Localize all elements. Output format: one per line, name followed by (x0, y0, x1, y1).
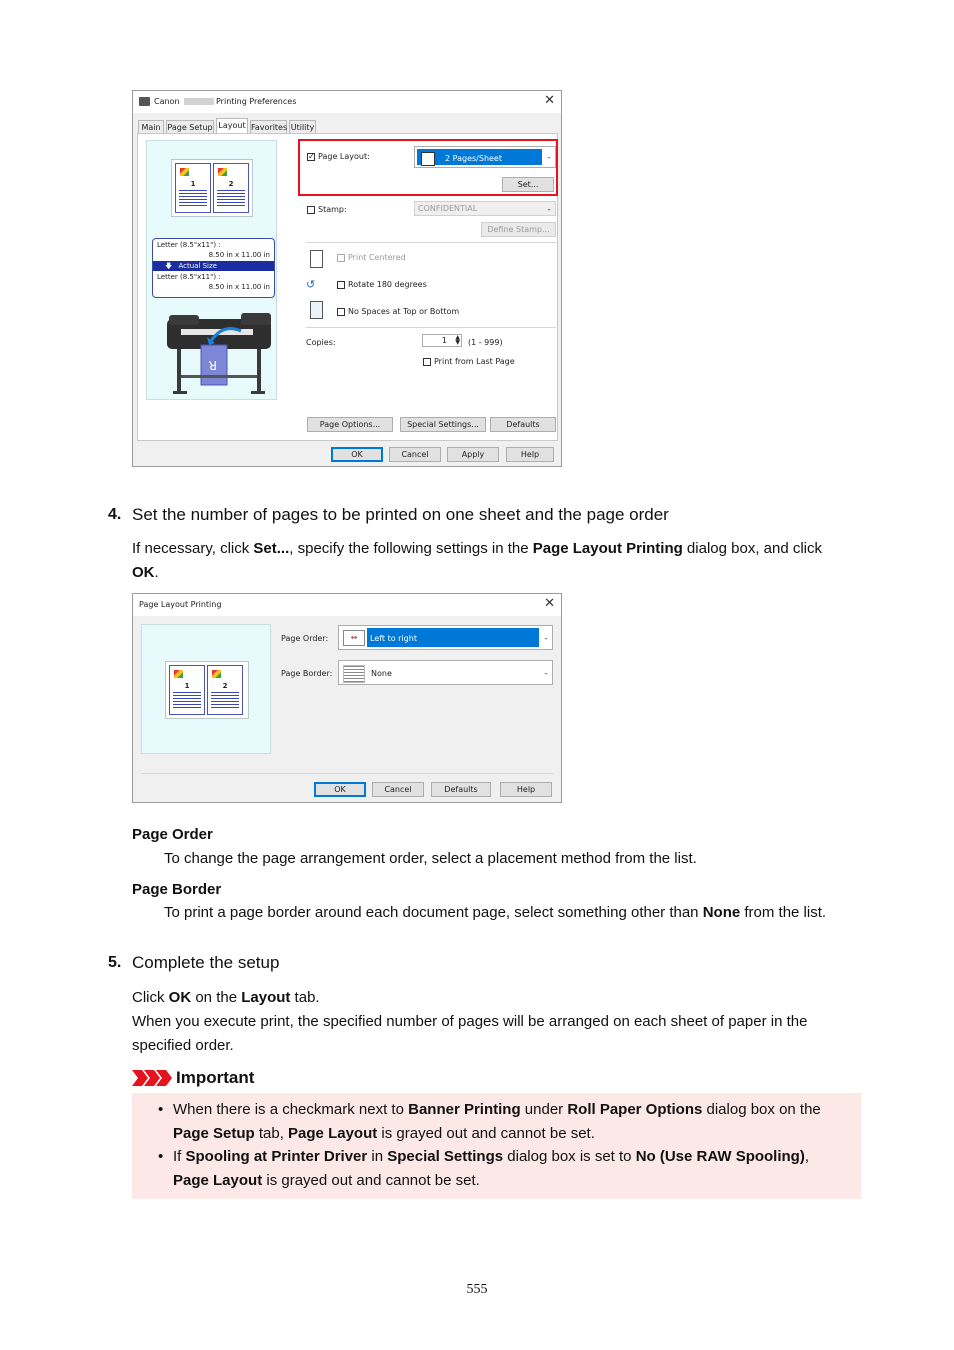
page-order-description: To change the page arrangement order, select a placement method from the list. (164, 850, 697, 867)
no-spaces-icon (310, 301, 323, 319)
rotate-180-checkbox[interactable] (337, 281, 345, 289)
preview-page-number: 1 (184, 682, 190, 690)
preview-picture-icon (180, 168, 189, 176)
text-run: When there is a checkmark next to (173, 1101, 409, 1118)
bold-run: Spooling at Printer Driver (185, 1148, 368, 1165)
preview-page-1 (169, 665, 205, 715)
tab-page-setup[interactable]: Page Setup (166, 120, 214, 133)
tab-favorites[interactable]: Favorites (250, 120, 287, 133)
copies-value: 1 (441, 336, 447, 345)
actual-size-bar (153, 261, 274, 271)
tab-main[interactable]: Main (138, 120, 164, 133)
separator (306, 327, 556, 328)
page-layout-label: Page Layout: (318, 152, 370, 161)
text-run: specified order. (132, 1037, 234, 1054)
text-run: is grayed out and cannot be set. (262, 1172, 480, 1189)
chevron-down-icon: ⌄ (543, 633, 549, 642)
ok-button[interactable]: OK (331, 447, 383, 462)
close-icon[interactable]: ✕ (544, 93, 555, 108)
printing-preferences-dialog (132, 90, 562, 467)
print-from-last-checkbox[interactable] (423, 358, 431, 366)
bold-run: None (702, 904, 741, 921)
print-centered-icon (310, 250, 323, 268)
no-border-icon (343, 665, 365, 683)
bold-run: Page Layout (173, 1172, 263, 1189)
special-settings-button[interactable]: Special Settings... (400, 417, 486, 432)
copies-label: Copies: (306, 338, 336, 347)
tab-utility[interactable]: Utility (289, 120, 316, 133)
text-run: To print a page border around each document page, select something other than (164, 904, 703, 921)
page-border-select[interactable] (338, 660, 553, 685)
help-button[interactable]: Help (506, 447, 554, 462)
no-spaces-label: No Spaces at Top or Bottom (348, 307, 460, 316)
bold-run: Page Layout (288, 1125, 378, 1142)
text-run: dialog box on the (702, 1101, 821, 1118)
no-spaces-checkbox[interactable] (337, 308, 345, 316)
preview-page-1 (175, 163, 211, 213)
text-run: is grayed out and cannot be set. (377, 1125, 595, 1142)
important-bullet: • (158, 1101, 164, 1118)
dialog-titlebar (133, 594, 561, 616)
bold-run: OK (132, 564, 155, 581)
bold-run: Roll Paper Options (567, 1101, 703, 1118)
step-5-title: Complete the setup (132, 953, 280, 972)
text-run: , specify the following settings in the (289, 540, 533, 557)
layout-preview (146, 140, 277, 400)
bold-run: Banner Printing (408, 1101, 521, 1118)
preview-picture-icon (218, 168, 227, 176)
output-size-label: Letter (8.5"x11") : (157, 273, 221, 281)
print-centered-checkbox[interactable] (337, 254, 345, 262)
stamp-label: Stamp: (318, 205, 347, 214)
help-button[interactable]: Help (500, 782, 552, 797)
text-run: , (804, 1148, 810, 1165)
bold-run: OK (168, 989, 192, 1006)
copies-range: (1 - 999) (468, 338, 503, 347)
highlight-box (298, 139, 558, 196)
text-run: . (154, 564, 159, 581)
page-order-label: Page Order: (281, 634, 329, 643)
dialog-title-prefs: Printing Preferences (216, 97, 297, 106)
important-bullet: • (158, 1148, 164, 1165)
page-order-value: Left to right (370, 634, 417, 643)
preview-page-number: 1 (190, 180, 196, 188)
step-5-body (132, 986, 872, 1058)
dialog-title-canon: Canon (154, 97, 180, 106)
print-from-last-label: Print from Last Page (434, 357, 515, 366)
preview-picture-icon (212, 670, 221, 678)
svg-text:R: R (208, 358, 217, 372)
stamp-select[interactable] (414, 201, 556, 216)
page-border-value: None (371, 669, 392, 678)
define-stamp-button[interactable]: Define Stamp... (481, 222, 556, 237)
page-border-term: Page Border (132, 881, 222, 898)
page-border-description (164, 904, 826, 921)
paper-size-box (152, 238, 275, 298)
spinner-arrows-icon[interactable]: ▲ ▼ (455, 334, 460, 346)
page-layout-printing-dialog (132, 593, 562, 803)
redacted-model-name (184, 98, 214, 105)
rotate-180-label: Rotate 180 degrees (348, 280, 427, 289)
bold-run: Special Settings (387, 1148, 504, 1165)
preview-picture-icon (174, 670, 183, 678)
chevron-down-icon: ⌄ (543, 668, 549, 677)
tab-layout[interactable]: Layout (216, 118, 248, 134)
text-run: If necessary, click (132, 540, 254, 557)
text-run: Click (132, 989, 169, 1006)
apply-button[interactable]: Apply (447, 447, 499, 462)
text-run: on the (191, 989, 242, 1006)
left-to-right-icon: ↔ (343, 630, 365, 646)
layout-tab-panel (137, 133, 558, 441)
paper-size-label: Letter (8.5"x11") : (157, 241, 221, 249)
bold-run: Page Setup (173, 1125, 255, 1142)
important-box (132, 1093, 861, 1199)
printer-icon (139, 97, 150, 106)
print-centered-label: Print Centered (348, 253, 406, 262)
text-run: tab, (254, 1125, 289, 1142)
page-number: 555 (466, 1282, 488, 1297)
chevron-down-icon: ⌄ (546, 152, 552, 161)
step-4-title: Set the number of pages to be printed on one sheet and the page order (132, 505, 669, 524)
set-button[interactable]: Set... (502, 177, 554, 192)
close-icon[interactable]: ✕ (544, 596, 555, 611)
paper-size-dim: 8.50 in x 11.00 in (208, 251, 270, 259)
preview-page-number: 2 (222, 682, 228, 690)
page-layout-checkbox[interactable]: ✓ (308, 152, 315, 161)
dialog-titlebar (133, 91, 561, 113)
text-run: dialog box is set to (503, 1148, 636, 1165)
text-run: from the list. (740, 904, 827, 921)
down-arrow-icon: 🡇 (165, 262, 173, 270)
page-layout-preview (141, 624, 271, 754)
text-run: under (520, 1101, 568, 1118)
cancel-button[interactable]: Cancel (389, 447, 441, 462)
important-heading: Important (176, 1068, 255, 1087)
stamp-value: CONFIDENTIAL (418, 204, 478, 213)
page-order-select[interactable] (338, 625, 553, 650)
defaults-button[interactable]: Defaults (431, 782, 491, 797)
text-run: tab. (290, 989, 320, 1006)
page-layout-value: 2 Pages/Sheet (445, 154, 502, 163)
important-item-1 (173, 1098, 853, 1146)
important-item-2 (173, 1145, 853, 1193)
preview-page-number: 2 (228, 180, 234, 188)
important-chevrons-icon (132, 1070, 172, 1086)
defaults-button[interactable]: Defaults (490, 417, 556, 432)
printer-illustration (161, 301, 277, 401)
ok-button[interactable]: OK (314, 782, 366, 797)
bold-run: Layout (241, 989, 291, 1006)
page-border-label: Page Border: (281, 669, 333, 678)
step-4-instructions (132, 537, 872, 585)
bold-run: No (Use RAW Spooling) (635, 1148, 805, 1165)
output-size-dim: 8.50 in x 11.00 in (208, 283, 270, 291)
text-run: When you execute print, the specified number of pages will be arranged on each sheet of paper in the (132, 1013, 808, 1030)
chevron-down-icon: ⌄ (546, 204, 552, 213)
separator (141, 773, 553, 774)
page-order-term: Page Order (132, 826, 213, 843)
step-5-number: 5. (108, 954, 122, 971)
cancel-button[interactable]: Cancel (372, 782, 424, 797)
page-order-selected (367, 628, 539, 647)
text-run: If (173, 1148, 186, 1165)
stamp-checkbox[interactable] (307, 206, 315, 214)
text-run: dialog box, and click (682, 540, 823, 557)
dialog-title: Page Layout Printing (139, 600, 222, 609)
text-run: in (367, 1148, 388, 1165)
actual-size-label: Actual Size (178, 262, 217, 270)
preview-page-2 (207, 665, 243, 715)
step-4-number: 4. (108, 506, 122, 523)
separator (306, 242, 556, 243)
page-options-button[interactable]: Page Options... (307, 417, 393, 432)
bold-run: Page Layout Printing (532, 540, 683, 557)
bold-run: Set... (253, 540, 290, 557)
rotate-icon: ↺ (306, 278, 316, 291)
preview-page-2 (213, 163, 249, 213)
copies-spinner[interactable] (422, 334, 462, 347)
